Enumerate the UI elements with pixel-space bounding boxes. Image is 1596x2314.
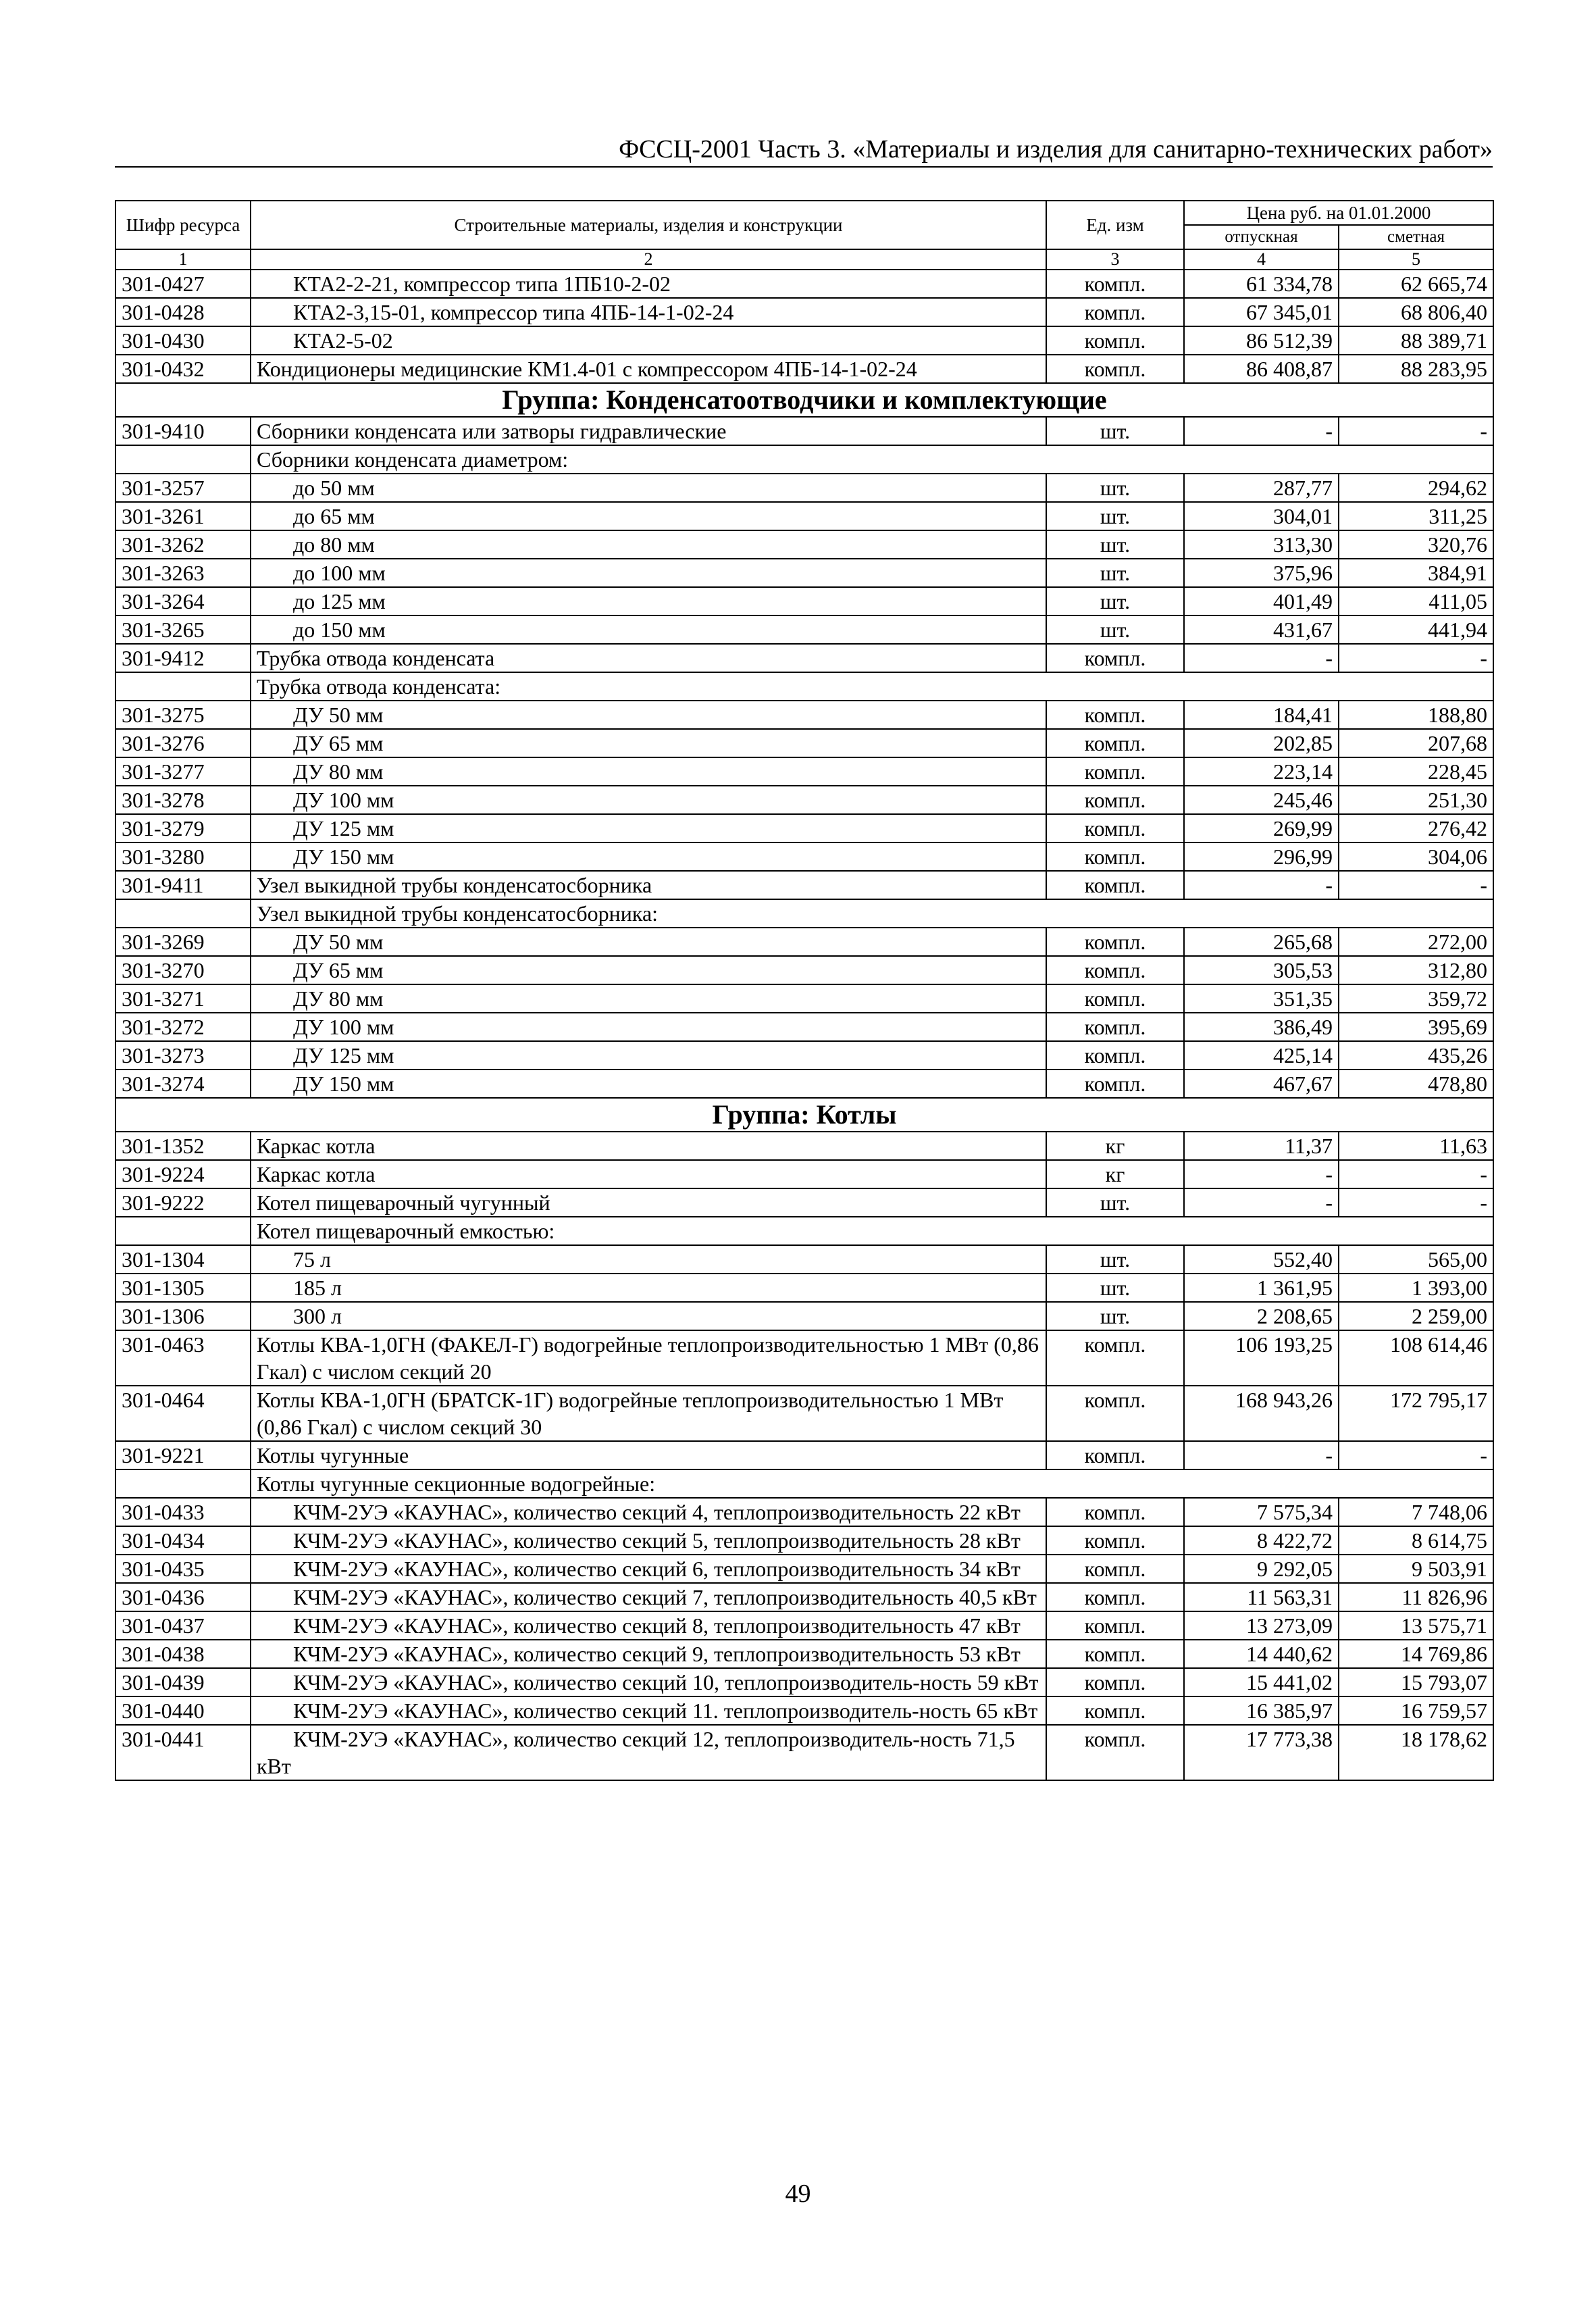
- resource-code: 301-0433: [115, 1498, 251, 1526]
- release-price: -: [1184, 417, 1339, 445]
- unit: компл.: [1046, 1640, 1184, 1668]
- unit: шт.: [1046, 1188, 1184, 1217]
- table-row: [115, 1611, 1493, 1640]
- release-price: 223,14: [1184, 757, 1339, 786]
- table-row: [115, 1330, 1493, 1386]
- estimate-price: -: [1339, 1160, 1493, 1188]
- material-name: КЧМ-2УЭ «КАУНАС», количество секций 4, теплопроизводительность 22 кВт: [251, 1498, 1046, 1526]
- unit: кг: [1046, 1160, 1184, 1188]
- material-name: Каркас котла: [251, 1160, 1046, 1188]
- estimate-price: 108 614,46: [1339, 1330, 1493, 1386]
- release-price: -: [1184, 1160, 1339, 1188]
- unit: шт.: [1046, 417, 1184, 445]
- unit: компл.: [1046, 928, 1184, 956]
- material-name: ДУ 65 мм: [251, 729, 1046, 757]
- material-name: до 80 мм: [251, 530, 1046, 559]
- estimate-price: 395,69: [1339, 1013, 1493, 1041]
- unit: компл.: [1046, 786, 1184, 814]
- release-price: 269,99: [1184, 814, 1339, 842]
- page-number: 49: [785, 2180, 811, 2208]
- table-row: [115, 298, 1493, 326]
- estimate-price: 276,42: [1339, 814, 1493, 842]
- unit: компл.: [1046, 270, 1184, 298]
- unit: компл.: [1046, 1611, 1184, 1640]
- release-price: 552,40: [1184, 1245, 1339, 1274]
- estimate-price: -: [1339, 871, 1493, 899]
- empty-code-cell: [115, 445, 251, 474]
- table-row: [115, 355, 1493, 383]
- material-name: Котлы КВА-1,0ГН (ФАКЕЛ-Г) водогрейные теплопроизводительностью 1 МВт (0,86 Гкал) с числом секций 20: [251, 1330, 1046, 1386]
- estimate-price: 411,05: [1339, 587, 1493, 615]
- material-name: Сборники конденсата или затворы гидравлические: [251, 417, 1046, 445]
- unit: шт.: [1046, 559, 1184, 587]
- estimate-price: 207,68: [1339, 729, 1493, 757]
- unit: шт.: [1046, 502, 1184, 530]
- group-heading: Группа: Конденсатоотводчики и комплектующие: [115, 383, 1493, 417]
- material-name: ДУ 50 мм: [251, 928, 1046, 956]
- estimate-price: 320,76: [1339, 530, 1493, 559]
- resource-code: 301-3280: [115, 842, 251, 871]
- resource-code: 301-0437: [115, 1611, 251, 1640]
- material-name: КТА2-5-02: [251, 326, 1046, 355]
- material-name: Котлы КВА-1,0ГН (БРАТСК-1Г) водогрейные теплопроизводительностью 1 МВт (0,86 Гкал) с числом секций 30: [251, 1386, 1046, 1441]
- resource-code: 301-0463: [115, 1330, 251, 1386]
- estimate-price: 272,00: [1339, 928, 1493, 956]
- unit: компл.: [1046, 1498, 1184, 1526]
- table-row: [115, 530, 1493, 559]
- estimate-price: 359,72: [1339, 984, 1493, 1013]
- release-price: 106 193,25: [1184, 1330, 1339, 1386]
- estimate-price: 62 665,74: [1339, 270, 1493, 298]
- resource-code: 301-3277: [115, 757, 251, 786]
- table-row: [115, 757, 1493, 786]
- resource-code: 301-3264: [115, 587, 251, 615]
- table-row: [115, 842, 1493, 871]
- resource-code: 301-3263: [115, 559, 251, 587]
- unit: компл.: [1046, 355, 1184, 383]
- release-price: 184,41: [1184, 701, 1339, 729]
- resource-code: 301-9224: [115, 1160, 251, 1188]
- unit: компл.: [1046, 1386, 1184, 1441]
- table-row: [115, 1696, 1493, 1725]
- release-price: 1 361,95: [1184, 1274, 1339, 1302]
- unit: компл.: [1046, 1583, 1184, 1611]
- estimate-price: 15 793,07: [1339, 1668, 1493, 1696]
- estimate-price: 88 389,71: [1339, 326, 1493, 355]
- table-row: [115, 502, 1493, 530]
- table-row: [115, 326, 1493, 355]
- release-price: -: [1184, 871, 1339, 899]
- table-row: [115, 1555, 1493, 1583]
- release-price: 202,85: [1184, 729, 1339, 757]
- resource-code: 301-0427: [115, 270, 251, 298]
- material-name: ДУ 80 мм: [251, 757, 1046, 786]
- resource-code: 301-9411: [115, 871, 251, 899]
- estimate-price: -: [1339, 644, 1493, 672]
- table-row: [115, 559, 1493, 587]
- resource-code: 301-0428: [115, 298, 251, 326]
- resource-code: 301-1305: [115, 1274, 251, 1302]
- table-row: [115, 928, 1493, 956]
- estimate-price: 188,80: [1339, 701, 1493, 729]
- material-name: Трубка отвода конденсата: [251, 644, 1046, 672]
- price-table: [115, 200, 1494, 1781]
- estimate-price: 68 806,40: [1339, 298, 1493, 326]
- table-row: [115, 1441, 1493, 1469]
- release-price: 7 575,34: [1184, 1498, 1339, 1526]
- empty-code-cell: [115, 899, 251, 928]
- unit: компл.: [1046, 1725, 1184, 1780]
- estimate-price: 8 614,75: [1339, 1526, 1493, 1555]
- resource-code: 301-3272: [115, 1013, 251, 1041]
- resource-code: 301-3279: [115, 814, 251, 842]
- release-price: 245,46: [1184, 786, 1339, 814]
- unit: компл.: [1046, 1526, 1184, 1555]
- unit: шт.: [1046, 530, 1184, 559]
- estimate-price: 172 795,17: [1339, 1386, 1493, 1441]
- estimate-price: 2 259,00: [1339, 1302, 1493, 1330]
- release-price: -: [1184, 644, 1339, 672]
- resource-code: 301-3257: [115, 474, 251, 502]
- unit: шт.: [1046, 474, 1184, 502]
- material-name: КЧМ-2УЭ «КАУНАС», количество секций 11. теплопроизводитель-ность 65 кВт: [251, 1696, 1046, 1725]
- subheading-row: [115, 445, 1493, 474]
- resource-code: 301-0441: [115, 1725, 251, 1780]
- release-price: 287,77: [1184, 474, 1339, 502]
- table-row: [115, 729, 1493, 757]
- table-row: [115, 587, 1493, 615]
- group-heading: Группа: Котлы: [115, 1098, 1493, 1132]
- release-price: 304,01: [1184, 502, 1339, 530]
- table-row: [115, 1640, 1493, 1668]
- material-name: КЧМ-2УЭ «КАУНАС», количество секций 8, теплопроизводительность 47 кВт: [251, 1611, 1046, 1640]
- release-price: 17 773,38: [1184, 1725, 1339, 1780]
- material-name: ДУ 100 мм: [251, 786, 1046, 814]
- table-row: [115, 1070, 1493, 1098]
- resource-code: 301-0435: [115, 1555, 251, 1583]
- release-price: 11,37: [1184, 1132, 1339, 1160]
- release-price: 168 943,26: [1184, 1386, 1339, 1441]
- release-price: 16 385,97: [1184, 1696, 1339, 1725]
- unit: компл.: [1046, 984, 1184, 1013]
- release-price: 467,67: [1184, 1070, 1339, 1098]
- group-heading-row: [115, 383, 1493, 417]
- table-row: [115, 1302, 1493, 1330]
- table-row: [115, 615, 1493, 644]
- estimate-price: 11,63: [1339, 1132, 1493, 1160]
- unit: шт.: [1046, 587, 1184, 615]
- material-name: КТА2-2-21, компрессор типа 1ПБ10-2-02: [251, 270, 1046, 298]
- release-price: 67 345,01: [1184, 298, 1339, 326]
- empty-code-cell: [115, 672, 251, 701]
- release-price: 401,49: [1184, 587, 1339, 615]
- unit: компл.: [1046, 1441, 1184, 1469]
- table-row: [115, 1274, 1493, 1302]
- estimate-price: 384,91: [1339, 559, 1493, 587]
- subheading: Котел пищеварочный емкостью:: [251, 1217, 1493, 1245]
- release-price: 265,68: [1184, 928, 1339, 956]
- table-header-row: [115, 201, 1493, 225]
- resource-code: 301-1304: [115, 1245, 251, 1274]
- estimate-price: 441,94: [1339, 615, 1493, 644]
- resource-code: 301-3269: [115, 928, 251, 956]
- estimate-price: 294,62: [1339, 474, 1493, 502]
- group-heading-row: [115, 1098, 1493, 1132]
- header-estimate-price: сметная: [1339, 225, 1493, 249]
- release-price: 15 441,02: [1184, 1668, 1339, 1696]
- unit: компл.: [1046, 1330, 1184, 1386]
- release-price: 9 292,05: [1184, 1555, 1339, 1583]
- estimate-price: 228,45: [1339, 757, 1493, 786]
- release-price: 61 334,78: [1184, 270, 1339, 298]
- estimate-price: 312,80: [1339, 956, 1493, 984]
- resource-code: 301-3265: [115, 615, 251, 644]
- column-number: 2: [251, 249, 1046, 270]
- unit: компл.: [1046, 842, 1184, 871]
- unit: компл.: [1046, 644, 1184, 672]
- release-price: 14 440,62: [1184, 1640, 1339, 1668]
- estimate-price: 9 503,91: [1339, 1555, 1493, 1583]
- column-number: 3: [1046, 249, 1184, 270]
- release-price: 375,96: [1184, 559, 1339, 587]
- estimate-price: 14 769,86: [1339, 1640, 1493, 1668]
- resource-code: 301-9412: [115, 644, 251, 672]
- column-number: 4: [1184, 249, 1339, 270]
- subheading: Трубка отвода конденсата:: [251, 672, 1493, 701]
- unit: компл.: [1046, 1668, 1184, 1696]
- subheading: Сборники конденсата диаметром:: [251, 445, 1493, 474]
- table-row: [115, 701, 1493, 729]
- unit: шт.: [1046, 1245, 1184, 1274]
- unit: компл.: [1046, 1696, 1184, 1725]
- estimate-price: 88 283,95: [1339, 355, 1493, 383]
- estimate-price: -: [1339, 1188, 1493, 1217]
- unit: компл.: [1046, 1070, 1184, 1098]
- unit: кг: [1046, 1132, 1184, 1160]
- material-name: ДУ 100 мм: [251, 1013, 1046, 1041]
- table-row: [115, 1668, 1493, 1696]
- empty-code-cell: [115, 1217, 251, 1245]
- unit: шт.: [1046, 1302, 1184, 1330]
- material-name: до 150 мм: [251, 615, 1046, 644]
- estimate-price: 7 748,06: [1339, 1498, 1493, 1526]
- material-name: ДУ 150 мм: [251, 842, 1046, 871]
- release-price: 386,49: [1184, 1013, 1339, 1041]
- estimate-price: 435,26: [1339, 1041, 1493, 1070]
- column-numbers-row: [115, 249, 1493, 270]
- unit: компл.: [1046, 298, 1184, 326]
- release-price: 8 422,72: [1184, 1526, 1339, 1555]
- table-row: [115, 1725, 1493, 1780]
- material-name: Кондиционеры медицинские КМ1.4-01 с компрессором 4ПБ-14-1-02-24: [251, 355, 1046, 383]
- table-row: [115, 1132, 1493, 1160]
- subheading-row: [115, 672, 1493, 701]
- material-name: 300 л: [251, 1302, 1046, 1330]
- resource-code: 301-9222: [115, 1188, 251, 1217]
- material-name: ДУ 150 мм: [251, 1070, 1046, 1098]
- unit: компл.: [1046, 871, 1184, 899]
- unit: компл.: [1046, 1041, 1184, 1070]
- estimate-price: 11 826,96: [1339, 1583, 1493, 1611]
- unit: компл.: [1046, 1013, 1184, 1041]
- table-row: [115, 1498, 1493, 1526]
- release-price: -: [1184, 1188, 1339, 1217]
- resource-code: 301-0430: [115, 326, 251, 355]
- table-row: [115, 474, 1493, 502]
- header-unit: Ед. изм: [1046, 201, 1184, 249]
- estimate-price: 18 178,62: [1339, 1725, 1493, 1780]
- estimate-price: 478,80: [1339, 1070, 1493, 1098]
- subheading-row: [115, 1217, 1493, 1245]
- resource-code: 301-3278: [115, 786, 251, 814]
- resource-code: 301-3270: [115, 956, 251, 984]
- subheading: Узел выкидной трубы конденсатосборника:: [251, 899, 1493, 928]
- material-name: ДУ 80 мм: [251, 984, 1046, 1013]
- resource-code: 301-1352: [115, 1132, 251, 1160]
- material-name: ДУ 50 мм: [251, 701, 1046, 729]
- release-price: 425,14: [1184, 1041, 1339, 1070]
- table-row: [115, 1041, 1493, 1070]
- material-name: до 65 мм: [251, 502, 1046, 530]
- release-price: 351,35: [1184, 984, 1339, 1013]
- table-row: [115, 871, 1493, 899]
- unit: компл.: [1046, 956, 1184, 984]
- unit: компл.: [1046, 757, 1184, 786]
- material-name: до 125 мм: [251, 587, 1046, 615]
- resource-code: 301-3275: [115, 701, 251, 729]
- subheading: Котлы чугунные секционные водогрейные:: [251, 1469, 1493, 1498]
- release-price: 13 273,09: [1184, 1611, 1339, 1640]
- material-name: КЧМ-2УЭ «КАУНАС», количество секций 7, теплопроизводительность 40,5 кВт: [251, 1583, 1046, 1611]
- unit: компл.: [1046, 326, 1184, 355]
- header-price: Цена руб. на 01.01.2000: [1184, 201, 1493, 225]
- resource-code: 301-0438: [115, 1640, 251, 1668]
- unit: компл.: [1046, 701, 1184, 729]
- material-name: до 50 мм: [251, 474, 1046, 502]
- material-name: ДУ 125 мм: [251, 1041, 1046, 1070]
- estimate-price: 251,30: [1339, 786, 1493, 814]
- resource-code: 301-3273: [115, 1041, 251, 1070]
- resource-code: 301-0434: [115, 1526, 251, 1555]
- estimate-price: 311,25: [1339, 502, 1493, 530]
- material-name: 75 л: [251, 1245, 1046, 1274]
- material-name: Котел пищеварочный чугунный: [251, 1188, 1046, 1217]
- release-price: 11 563,31: [1184, 1583, 1339, 1611]
- material-name: до 100 мм: [251, 559, 1046, 587]
- resource-code: 301-3276: [115, 729, 251, 757]
- unit: компл.: [1046, 814, 1184, 842]
- material-name: КЧМ-2УЭ «КАУНАС», количество секций 5, теплопроизводительность 28 кВт: [251, 1526, 1046, 1555]
- material-name: КЧМ-2УЭ «КАУНАС», количество секций 10, теплопроизводитель-ность 59 кВт: [251, 1668, 1046, 1696]
- resource-code: 301-1306: [115, 1302, 251, 1330]
- resource-code: 301-0432: [115, 355, 251, 383]
- resource-code: 301-3261: [115, 502, 251, 530]
- empty-code-cell: [115, 1469, 251, 1498]
- table-row: [115, 270, 1493, 298]
- table-row: [115, 956, 1493, 984]
- table-row: [115, 1013, 1493, 1041]
- resource-code: 301-0439: [115, 1668, 251, 1696]
- release-price: 305,53: [1184, 956, 1339, 984]
- unit: шт.: [1046, 615, 1184, 644]
- resource-code: 301-9221: [115, 1441, 251, 1469]
- release-price: 431,67: [1184, 615, 1339, 644]
- subheading-row: [115, 899, 1493, 928]
- table-row: [115, 1526, 1493, 1555]
- table-row: [115, 1245, 1493, 1274]
- table-row: [115, 644, 1493, 672]
- material-name: ДУ 65 мм: [251, 956, 1046, 984]
- header-name: Строительные материалы, изделия и конструкции: [251, 201, 1046, 249]
- release-price: -: [1184, 1441, 1339, 1469]
- release-price: 86 512,39: [1184, 326, 1339, 355]
- estimate-price: 565,00: [1339, 1245, 1493, 1274]
- estimate-price: -: [1339, 417, 1493, 445]
- material-name: КЧМ-2УЭ «КАУНАС», количество секций 6, теплопроизводительность 34 кВт: [251, 1555, 1046, 1583]
- document-title: ФССЦ-2001 Часть 3. «Материалы и изделия для санитарно-технических работ»: [619, 135, 1493, 164]
- estimate-price: -: [1339, 1441, 1493, 1469]
- material-name: Котлы чугунные: [251, 1441, 1046, 1469]
- table-row: [115, 984, 1493, 1013]
- material-name: КЧМ-2УЭ «КАУНАС», количество секций 9, теплопроизводительность 53 кВт: [251, 1640, 1046, 1668]
- table-row: [115, 814, 1493, 842]
- release-price: 296,99: [1184, 842, 1339, 871]
- release-price: 313,30: [1184, 530, 1339, 559]
- header-code: Шифр ресурса: [115, 201, 251, 249]
- material-name: Каркас котла: [251, 1132, 1046, 1160]
- material-name: ДУ 125 мм: [251, 814, 1046, 842]
- table-row: [115, 1160, 1493, 1188]
- material-name: КТА2-3,15-01, компрессор типа 4ПБ-14-1-02-24: [251, 298, 1046, 326]
- unit: компл.: [1046, 1555, 1184, 1583]
- table-row: [115, 786, 1493, 814]
- estimate-price: 304,06: [1339, 842, 1493, 871]
- table-row: [115, 1583, 1493, 1611]
- unit: шт.: [1046, 1274, 1184, 1302]
- page-header: [115, 132, 1493, 168]
- estimate-price: 16 759,57: [1339, 1696, 1493, 1725]
- resource-code: 301-3271: [115, 984, 251, 1013]
- resource-code: 301-3262: [115, 530, 251, 559]
- table-row: [115, 417, 1493, 445]
- unit: компл.: [1046, 729, 1184, 757]
- material-name: КЧМ-2УЭ «КАУНАС», количество секций 12, теплопроизводитель-ность 71,5 кВт: [251, 1725, 1046, 1780]
- header-release-price: отпускная: [1184, 225, 1339, 249]
- estimate-price: 13 575,71: [1339, 1611, 1493, 1640]
- column-number: 5: [1339, 249, 1493, 270]
- resource-code: 301-0440: [115, 1696, 251, 1725]
- material-name: Узел выкидной трубы конденсатосборника: [251, 871, 1046, 899]
- resource-code: 301-0436: [115, 1583, 251, 1611]
- release-price: 2 208,65: [1184, 1302, 1339, 1330]
- material-name: 185 л: [251, 1274, 1046, 1302]
- resource-code: 301-9410: [115, 417, 251, 445]
- estimate-price: 1 393,00: [1339, 1274, 1493, 1302]
- table-row: [115, 1386, 1493, 1441]
- release-price: 86 408,87: [1184, 355, 1339, 383]
- column-number: 1: [115, 249, 251, 270]
- subheading-row: [115, 1469, 1493, 1498]
- resource-code: 301-3274: [115, 1070, 251, 1098]
- table-row: [115, 1188, 1493, 1217]
- resource-code: 301-0464: [115, 1386, 251, 1441]
